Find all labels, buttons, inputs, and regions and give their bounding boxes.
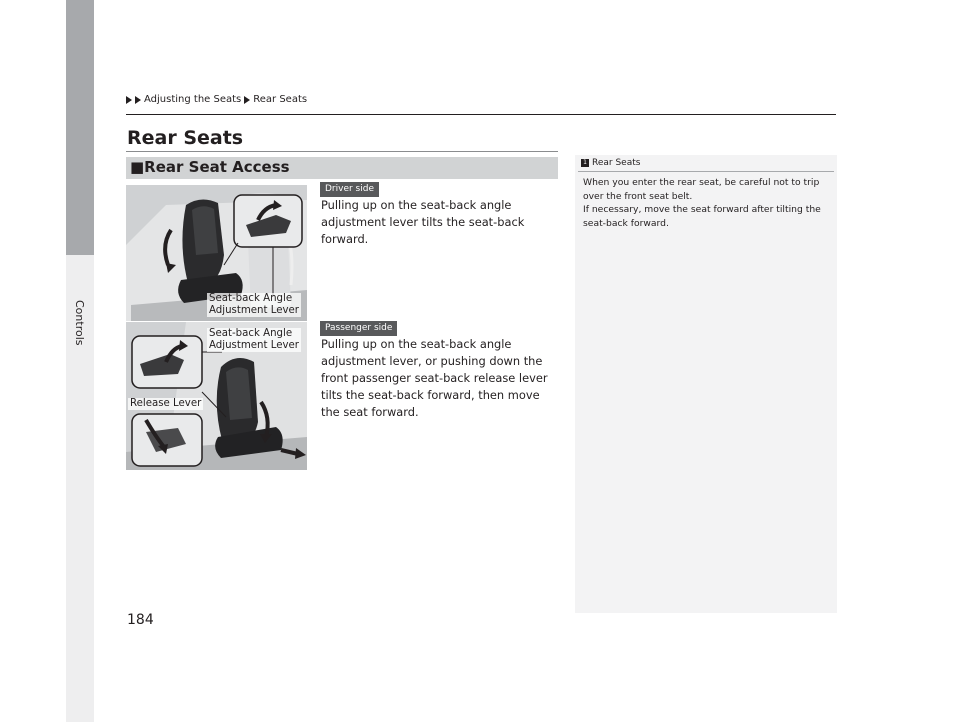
chapter-label-text: Controls xyxy=(73,300,86,346)
passenger-side-tag: Passenger side xyxy=(320,321,397,336)
breadcrumb-arrow-icon xyxy=(135,96,141,104)
breadcrumb-item-adjusting-seats[interactable]: Adjusting the Seats xyxy=(144,94,242,105)
note-body xyxy=(583,176,831,230)
driver-side-text: Pulling up on the seat-back angle adjustment lever tilts the seat-back forward. xyxy=(321,198,525,246)
breadcrumb-arrow-icon xyxy=(244,96,250,104)
breadcrumb-item-rear-seats[interactable]: Rear Seats xyxy=(253,94,308,105)
driver-side-tag: Driver side xyxy=(320,182,379,197)
chapter-label xyxy=(72,300,88,360)
breadcrumb-arrow-icon xyxy=(126,96,132,104)
section-heading: ■Rear Seat Access xyxy=(130,158,290,176)
driver-callout-line1: Seat-back Angle xyxy=(207,293,301,305)
page-number: 184 xyxy=(127,612,154,628)
page-title: Rear Seats xyxy=(127,127,244,149)
note-paragraph-1: When you enter the rear seat, be careful not to trip over the front seat belt. xyxy=(583,177,820,202)
breadcrumb xyxy=(126,94,307,105)
title-divider xyxy=(126,151,558,152)
driver-lever-callout xyxy=(207,293,301,317)
passenger-callout-line1: Seat-back Angle xyxy=(207,328,301,340)
note-heading xyxy=(581,158,640,168)
note-title: Rear Seats xyxy=(592,158,641,168)
header-divider xyxy=(126,114,836,115)
release-lever-label: Release Lever xyxy=(130,398,202,409)
chapter-tab xyxy=(66,0,94,255)
passenger-lever-callout xyxy=(207,328,301,352)
note-paragraph-2: If necessary, move the seat forward after tilting the seat-back forward. xyxy=(583,204,821,229)
passenger-callout-line2: Adjustment Lever xyxy=(209,340,299,351)
passenger-side-text: Pulling up on the seat-back angle adjustment lever, or pushing down the front passenger seat-back release lever tilts the seat-back forward, then move the seat forward. xyxy=(321,337,548,419)
note-reference-icon: 1 xyxy=(581,159,589,167)
release-lever-callout xyxy=(128,398,203,410)
driver-callout-line2: Adjustment Lever xyxy=(209,305,299,316)
note-divider xyxy=(578,171,834,172)
